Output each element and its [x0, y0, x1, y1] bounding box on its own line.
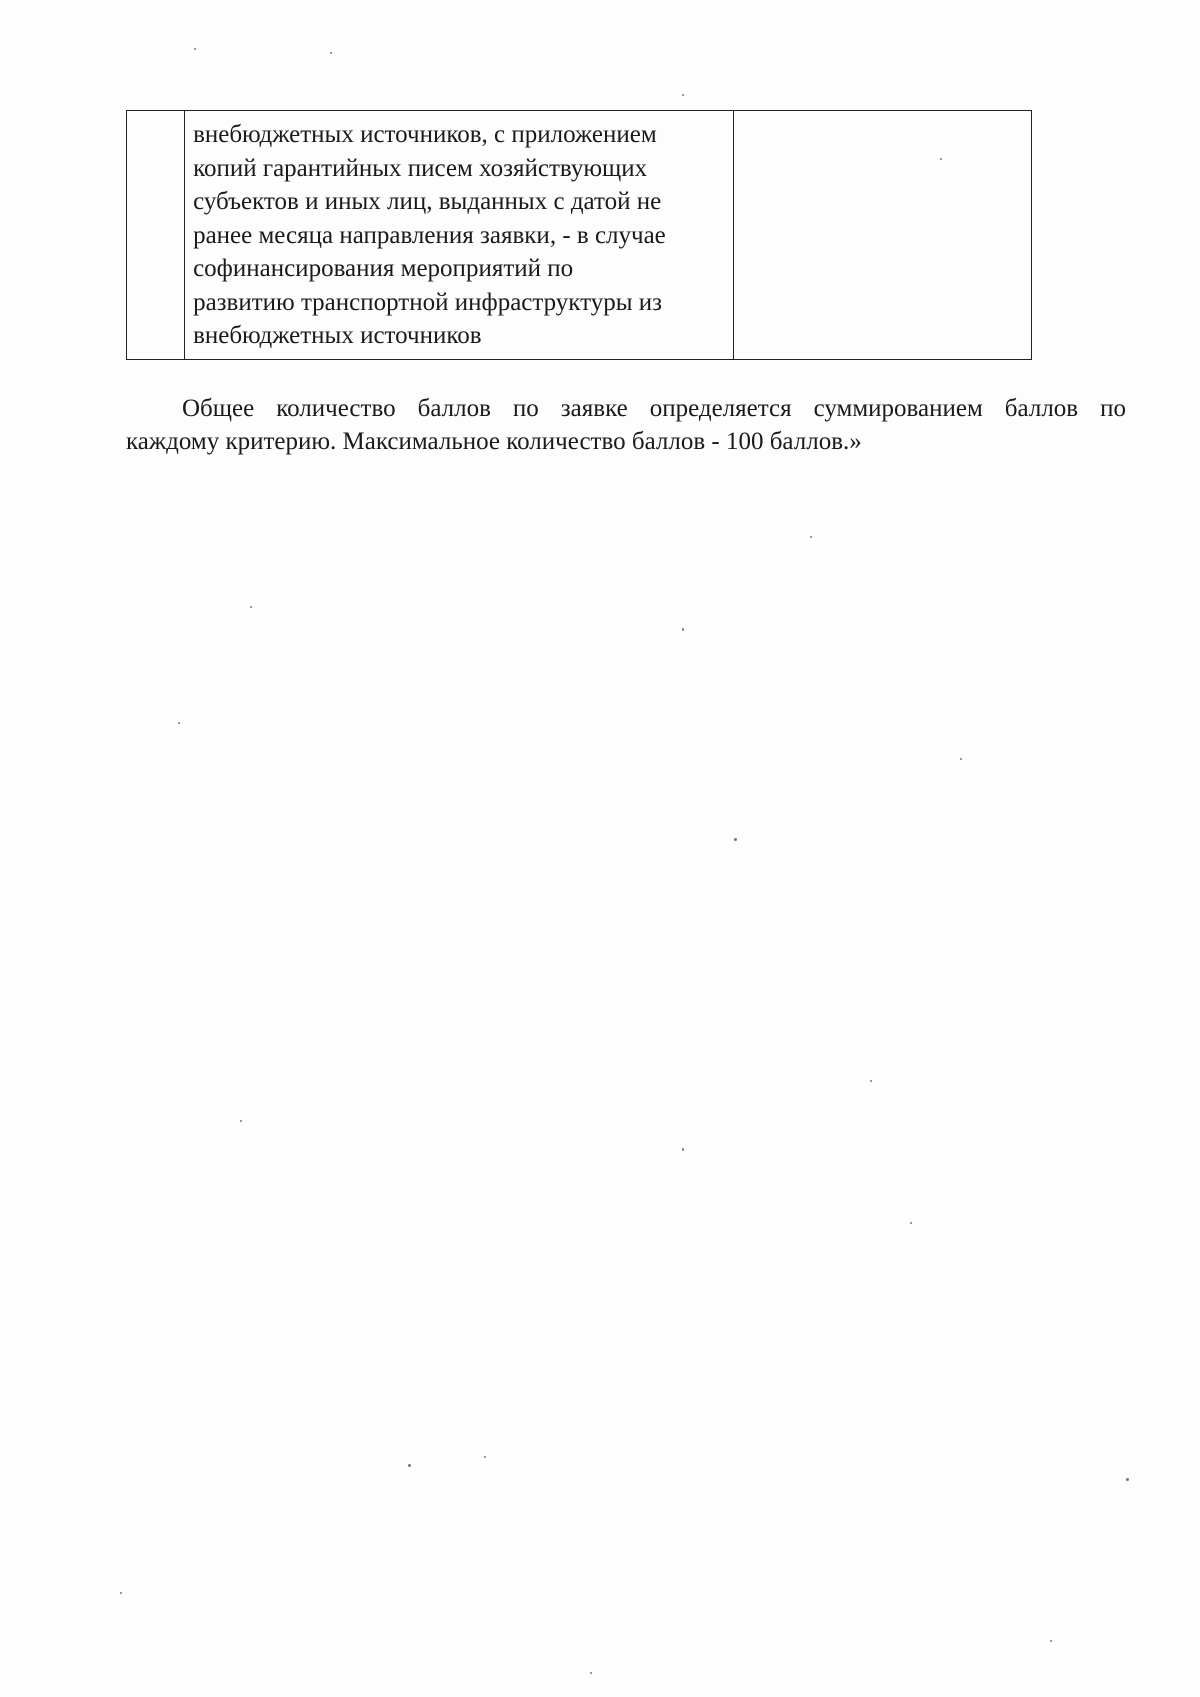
scan-speck	[870, 1080, 872, 1082]
criterion-line: субъектов и иных лиц, выданных с датой не	[193, 188, 662, 215]
scan-speck	[408, 1464, 411, 1467]
table-row	[127, 111, 1032, 360]
criterion-line: внебюджетных источников	[193, 322, 482, 349]
scan-speck	[590, 1672, 592, 1674]
summary-line: Общее количество баллов по заявке определяется суммированием баллов по	[182, 395, 1126, 422]
scan-speck	[810, 536, 812, 538]
scan-speck	[910, 1222, 912, 1224]
criterion-line: софинансирования мероприятий по	[193, 255, 574, 282]
criterion-cell	[185, 111, 734, 360]
summary-paragraph	[126, 392, 1126, 458]
summary-line: каждому критерию. Максимальное количество баллов - 100 баллов.»	[126, 428, 862, 455]
scan-speck	[682, 94, 684, 96]
criterion-line: внебюджетных источников, с приложением	[193, 121, 657, 148]
scan-speck	[1126, 1478, 1129, 1481]
criterion-line: ранее месяца направления заявки, - в случае	[193, 221, 666, 249]
scan-speck	[330, 52, 332, 54]
scan-speck	[194, 48, 196, 50]
scan-speck	[178, 722, 180, 724]
scan-speck	[960, 758, 962, 760]
points-value	[734, 111, 1031, 124]
scan-speck	[120, 1592, 122, 1594]
scan-speck	[940, 158, 942, 160]
scan-speck	[734, 838, 737, 841]
scan-speck	[682, 628, 684, 631]
criterion-line: копий гарантийных писем хозяйствующих	[193, 154, 648, 182]
scan-speck	[484, 1456, 486, 1458]
criterion-text	[185, 111, 733, 359]
row-number-cell	[127, 111, 185, 360]
scan-speck	[250, 606, 252, 608]
scan-speck	[1050, 1640, 1052, 1642]
criterion-line: развитию транспортной инфраструктуры из	[193, 288, 662, 316]
row-number	[127, 111, 184, 124]
scan-speck	[682, 1148, 684, 1151]
points-cell	[733, 111, 1031, 360]
criteria-table	[126, 110, 1032, 360]
scan-speck	[240, 1120, 242, 1122]
